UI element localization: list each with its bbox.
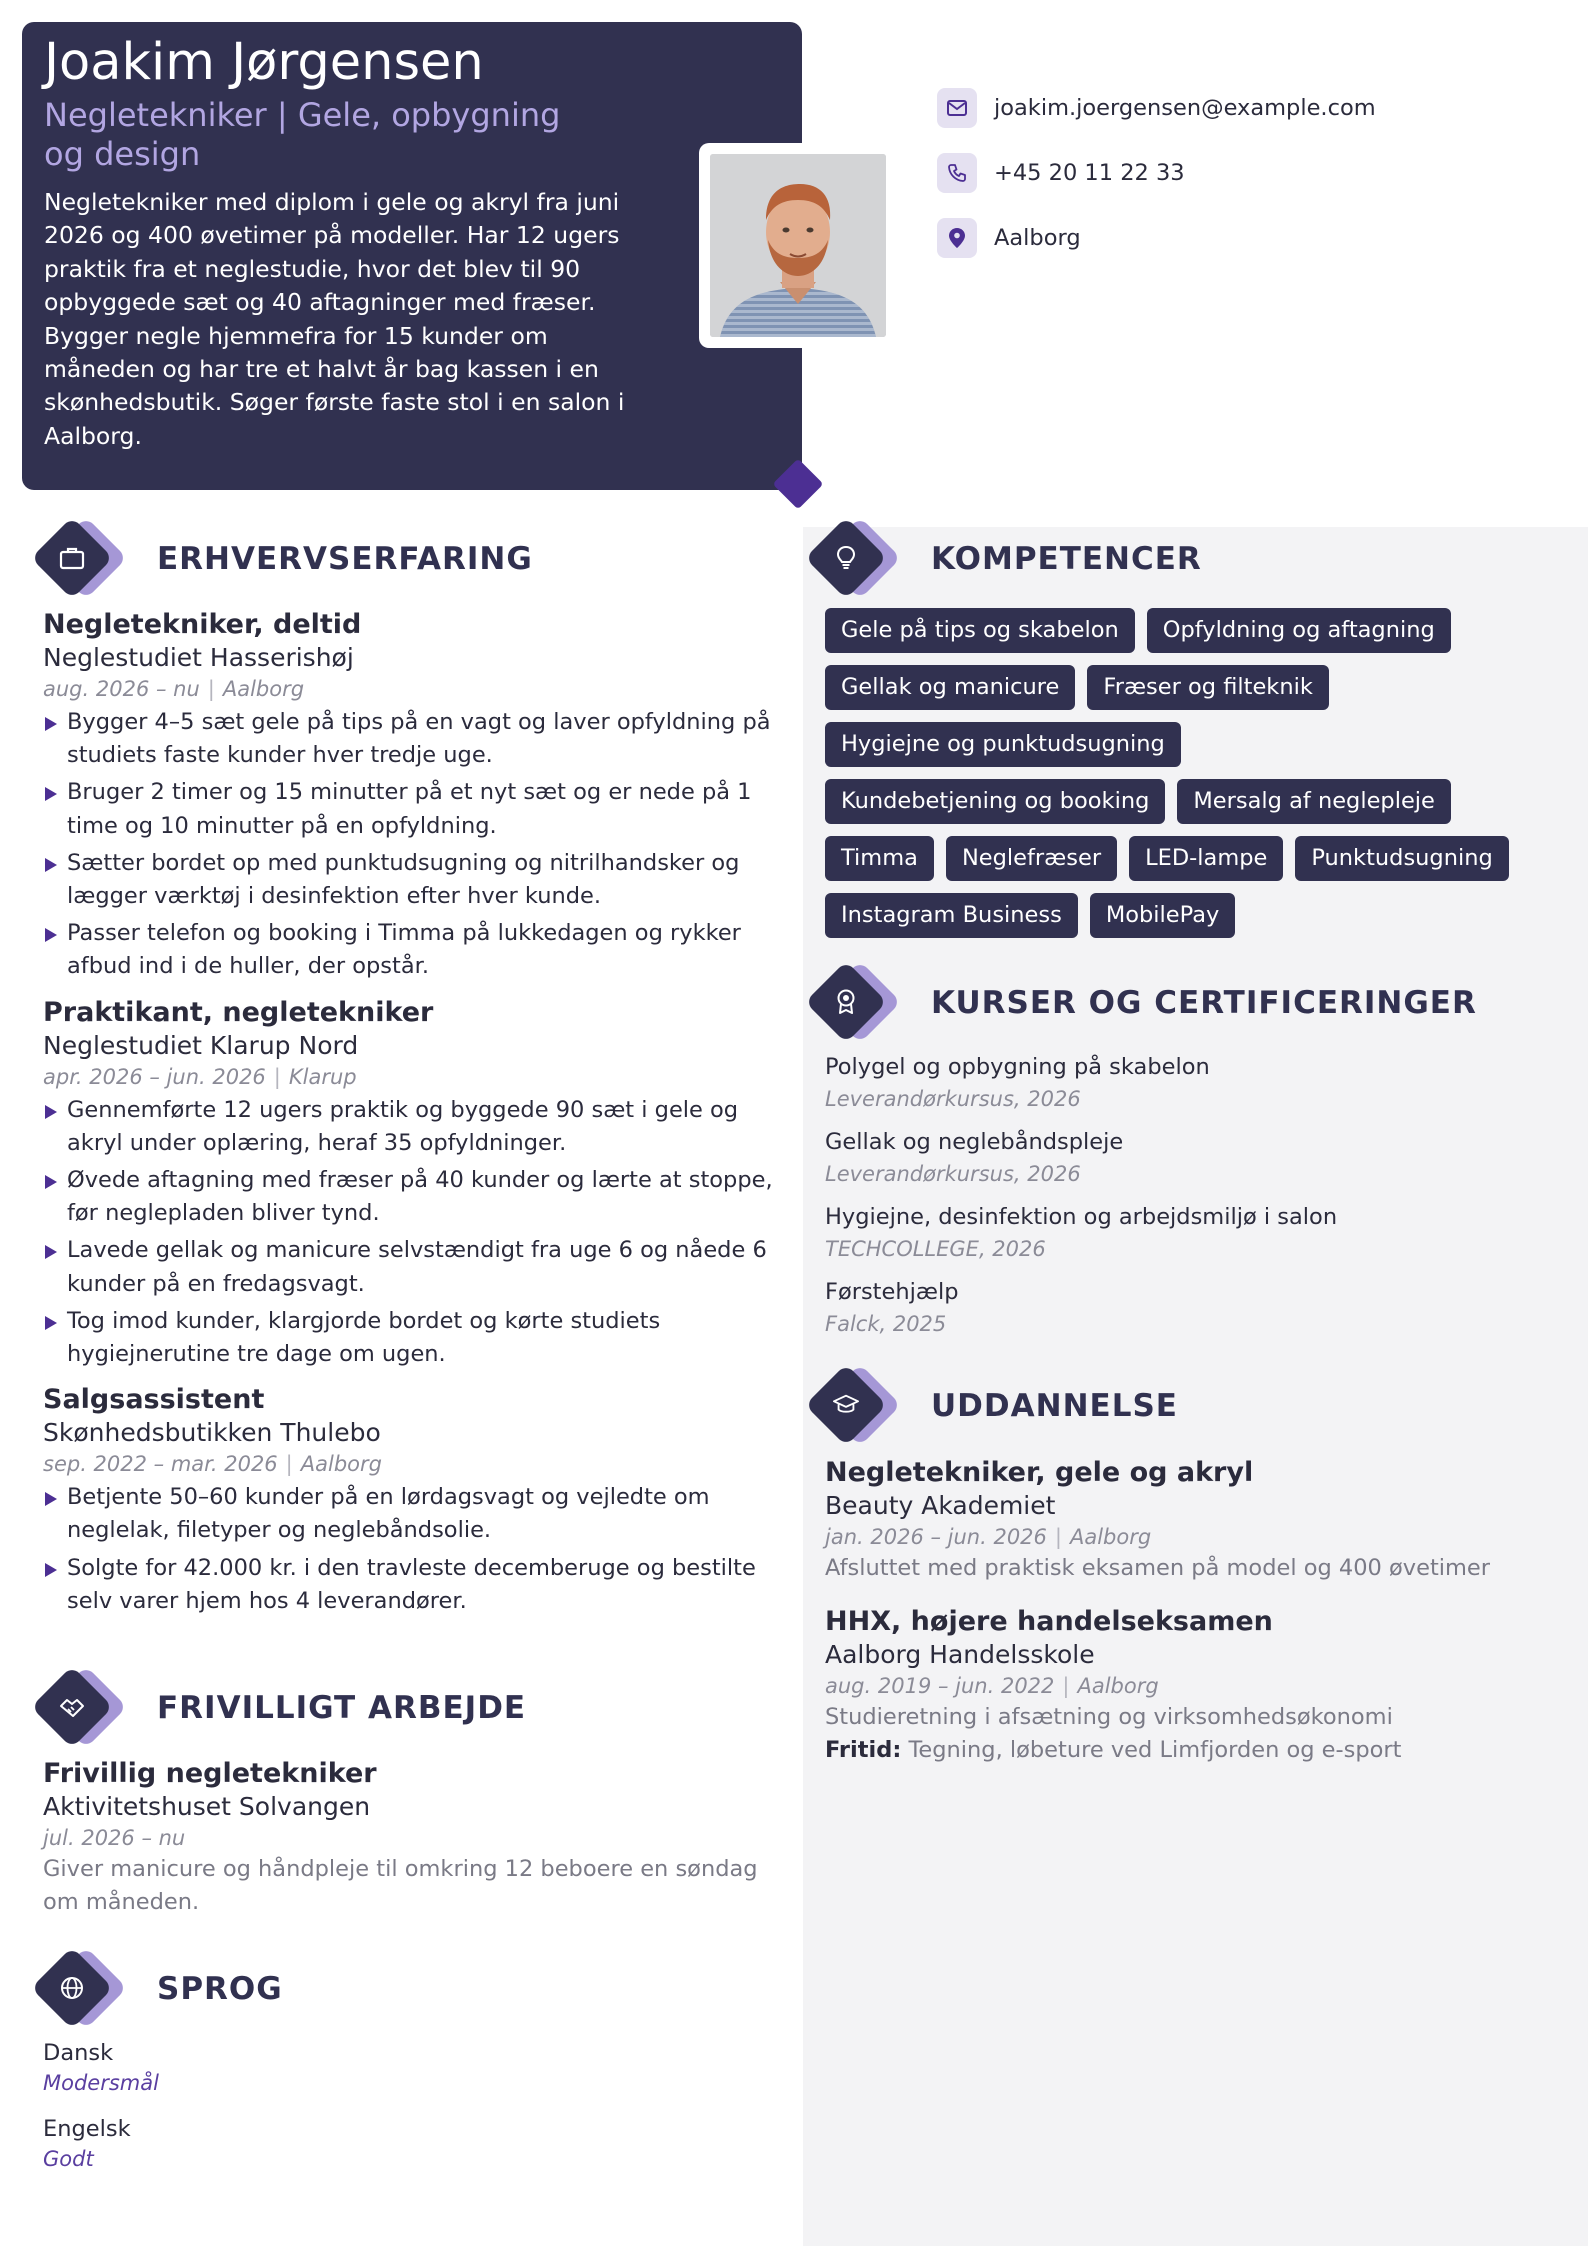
skill-tag: Instagram Business [825, 893, 1078, 938]
education-location: Aalborg [1077, 1674, 1159, 1698]
education-entry [825, 1456, 1565, 1585]
education-description: Afsluttet med praktisk eksamen på model og 400 øvetimer [825, 1555, 1491, 1581]
bullet-item: Lavede gellak og manicure selvstændigt fra uge 6 og nåede 6 kunder på en fredagsvagt. [43, 1234, 773, 1300]
education-school: Beauty Akademiet [825, 1491, 1056, 1520]
education-title: HHX, højere handelseksamen [825, 1606, 1273, 1637]
bullet-item: Bruger 2 timer og 15 minutter på et nyt sæt og er nede på 1 time og 10 minutter på en opfyldning. [43, 776, 773, 842]
candidate-name: Joakim Jørgensen [44, 33, 484, 92]
handshake-icon [59, 1694, 85, 1720]
skill-tag: Timma [825, 836, 934, 881]
profile-summary: Negletekniker med diplom i gele og akryl fra juni 2026 og 400 øvetimer på modeller. Har 12 ugers praktik fra et neglestudie, hvor det blev til 90 opbyggede sæt og 40 aftagninger med fræser. Bygger negle hjemmefra for 15 kunder om måneden og har tre et halvt år bag kassen i en skønhedsbutik. Søger første faste stol i en salon i Aalborg. [44, 188, 625, 450]
section-title: KURSER OG CERTIFICERINGER [931, 985, 1477, 1021]
certificate-award-icon [833, 989, 859, 1015]
globe-icon [59, 1975, 85, 2001]
education-location: Aalborg [1069, 1525, 1152, 1549]
portrait-illustration [710, 154, 886, 337]
phone-icon [937, 153, 977, 193]
bullet-item: Gennemførte 12 ugers praktik og byggede 90 sæt i gele og akryl under oplæring, heraf 35 opfyldninger. [43, 1094, 773, 1160]
email-text: joakim.joergensen@example.com [994, 95, 1376, 121]
contact-phone[interactable] [937, 151, 1376, 195]
job-company: Neglestudiet Hasserishøj [43, 643, 354, 672]
job-bullets [43, 706, 773, 984]
skill-tag: Hygiejne og punktudsugning [825, 722, 1181, 767]
education-list [825, 1456, 1565, 1787]
section-languages-heading [35, 1949, 283, 2029]
language-name: Engelsk [43, 2116, 131, 2142]
job-company: Skønhedsbutikken Thulebo [43, 1418, 381, 1448]
job-title: Salgsassistent [43, 1384, 265, 1416]
contact-email[interactable] [937, 86, 1376, 130]
skill-tag: Punktudsugning [1295, 836, 1508, 881]
course-name: Førstehjælp [825, 1279, 959, 1305]
job-entry [43, 996, 773, 1372]
course-name: Hygiejne, desinfektion og arbejdsmiljø i salon [825, 1204, 1338, 1230]
bullet-item: Solgte for 42.000 kr. i den travleste decemberuge og bestilte selv varer hjem hos 4 leverandører. [43, 1552, 773, 1618]
bullet-item: Øvede aftagning med fræser på 40 kunder og lærte at stoppe, før neglepladen bliver tynd. [43, 1164, 773, 1230]
bullet-item: Betjente 50–60 kunder på en lørdagsvagt og vejledte om neglelak, filetyper og neglebåndsolie. [43, 1481, 773, 1547]
course-name: Polygel og opbygning på skabelon [825, 1054, 1210, 1080]
course-issuer: Leverandørkursus, 2026 [825, 1162, 1081, 1186]
section-title: UDDANNELSE [931, 1388, 1178, 1424]
job-meta: apr. 2026 – jun. 2026 | Klarup [43, 1064, 357, 1089]
volunteer-badge [35, 1668, 135, 1748]
job-entry [43, 1383, 773, 1618]
education-school: Aalborg Handelsskole [825, 1640, 1095, 1669]
skill-tag: Kundebetjening og booking [825, 779, 1165, 824]
location-pin-icon [937, 218, 977, 258]
education-description: Studieretning i afsætning og virksomhedsøkonomi [825, 1704, 1393, 1730]
location-text: Aalborg [994, 225, 1081, 251]
job-bullets [43, 1481, 773, 1618]
skill-tag: Gellak og manicure [825, 665, 1075, 710]
courses-badge [809, 963, 909, 1043]
graduation-cap-icon [833, 1392, 859, 1418]
education-period: aug. 2019 – jun. 2022 [825, 1674, 1055, 1698]
profile-photo-frame [699, 143, 897, 348]
job-period: sep. 2022 – mar. 2026 [43, 1452, 278, 1477]
section-title: ERHVERVSERFARING [157, 541, 533, 577]
skill-tag: Fræser og filteknik [1087, 665, 1328, 710]
skill-tag: Gele på tips og skabelon [825, 608, 1135, 653]
language-level: Modersmål [43, 2071, 159, 2095]
course-issuer: Falck, 2025 [825, 1312, 947, 1336]
skill-tag: Mersalg af neglepleje [1177, 779, 1451, 824]
experience-list [43, 608, 773, 1630]
language-list [43, 2037, 773, 2189]
section-experience-heading [35, 519, 533, 599]
bullet-item: Bygger 4–5 sæt gele på tips på en vagt og laver opfyldning på studiets faste kunder hver tredje uge. [43, 706, 773, 772]
contact-list [937, 86, 1376, 281]
job-title: Praktikant, negletekniker [43, 996, 434, 1028]
extra-text: Tegning, løbeture ved Limfjorden og e-sport [908, 1737, 1402, 1763]
job-location: Aalborg [300, 1452, 382, 1477]
job-meta: aug. 2026 – nu | Aalborg [43, 677, 305, 701]
header-card [22, 22, 802, 490]
volunteer-period: jul. 2026 – nu [43, 1826, 186, 1850]
job-period: apr. 2026 – jun. 2026 [43, 1064, 266, 1089]
skills-badge [809, 519, 909, 599]
course-issuer: Leverandørkursus, 2026 [825, 1087, 1081, 1111]
experience-badge [35, 519, 135, 599]
bullet-item: Tog imod kunder, klargjorde bordet og kørte studiets hygiejnerutine tre dage om ugen. [43, 1305, 773, 1371]
job-location: Klarup [288, 1064, 357, 1089]
course-name: Gellak og neglebåndspleje [825, 1129, 1124, 1155]
course-list [825, 1051, 1565, 1351]
phone-text: +45 20 11 22 33 [994, 160, 1185, 186]
job-meta: sep. 2022 – mar. 2026 | Aalborg [43, 1452, 382, 1477]
volunteer-title: Frivillig negletekniker [43, 1758, 377, 1789]
section-volunteer-heading [35, 1668, 526, 1748]
extra-label: Fritid: [825, 1737, 902, 1763]
education-period: jan. 2026 – jun. 2026 [825, 1525, 1047, 1549]
section-education-heading [809, 1366, 1178, 1446]
education-meta: aug. 2019 – jun. 2022 | Aalborg [825, 1674, 1159, 1698]
section-courses-heading [809, 963, 1477, 1043]
skills-tags [825, 608, 1565, 950]
volunteer-org: Aktivitetshuset Solvangen [43, 1792, 371, 1821]
lightbulb-icon [833, 545, 859, 571]
section-title: SPROG [157, 1971, 283, 2007]
contact-location [937, 216, 1376, 260]
skill-tag: Neglefræser [946, 836, 1117, 881]
bullet-item: Sætter bordet op med punktudsugning og nitrilhandsker og lægger værktøj i desinfektion efter hver kunde. [43, 847, 773, 913]
job-period: aug. 2026 – nu [43, 677, 200, 701]
profile-photo [710, 154, 886, 337]
mail-icon [937, 88, 977, 128]
briefcase-icon [59, 545, 85, 571]
section-skills-heading [809, 519, 1202, 599]
job-location: Aalborg [222, 677, 305, 701]
course-issuer: TECHCOLLEGE, 2026 [825, 1237, 1046, 1261]
language-level: Godt [43, 2147, 94, 2171]
skill-tag: LED-lampe [1129, 836, 1283, 881]
languages-badge [35, 1949, 135, 2029]
education-entry [825, 1605, 1565, 1767]
education-badge [809, 1366, 909, 1446]
language-name: Dansk [43, 2040, 114, 2066]
bullet-item: Passer telefon og booking i Timma på lukkedagen og rykker afbud ind i de huller, der opstår. [43, 917, 773, 983]
job-company: Neglestudiet Klarup Nord [43, 1030, 359, 1060]
section-title: KOMPETENCER [931, 541, 1202, 577]
education-title: Negletekniker, gele og akryl [825, 1457, 1254, 1488]
job-bullets [43, 1094, 773, 1372]
education-extra [825, 1734, 1565, 1767]
education-meta: jan. 2026 – jun. 2026 | Aalborg [825, 1525, 1152, 1549]
volunteer-description: Giver manicure og håndpleje til omkring 12 beboere en søndag om måneden. [43, 1856, 758, 1915]
skill-tag: MobilePay [1090, 893, 1235, 938]
job-entry [43, 608, 773, 984]
candidate-title: Negletekniker | Gele, opbygning og design [44, 96, 561, 173]
section-title: FRIVILLIGT ARBEJDE [157, 1690, 527, 1726]
job-title: Negletekniker, deltid [43, 609, 362, 640]
skill-tag: Opfyldning og aftagning [1147, 608, 1451, 653]
volunteer-entry [43, 1757, 773, 1919]
